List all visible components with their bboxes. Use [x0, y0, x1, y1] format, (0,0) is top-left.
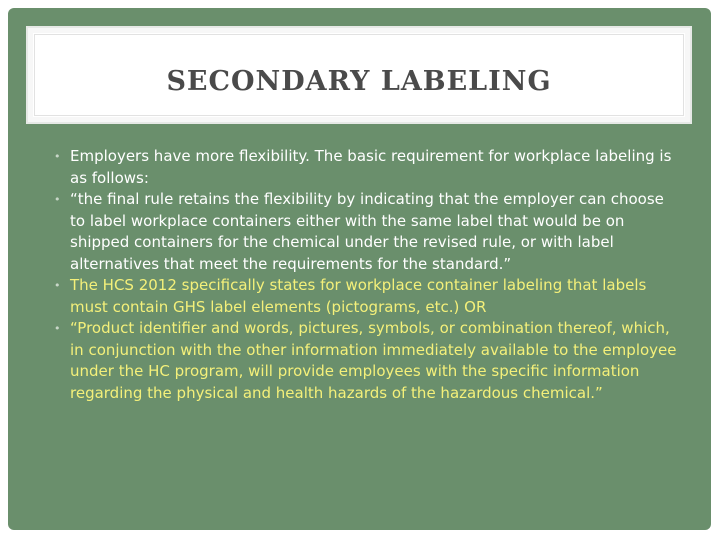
bullet-item [54, 189, 682, 275]
bullet-item [54, 146, 682, 189]
bullet-item [54, 318, 682, 404]
slide-title: SECONDARY LABELING [166, 66, 552, 97]
title-box [26, 26, 692, 124]
bullet-dot-icon: • [54, 322, 61, 335]
bullet-text: “Product identifier and words, pictures, symbols, or combination thereof, which, in conjunction with the other information immediately available to the employee under the HC program, will provide employees with the specific information regarding the physical and health hazards of the hazardous chemical.” [70, 319, 677, 402]
bullet-dot-icon: • [54, 279, 61, 292]
bullet-text: “the final rule retains the flexibility by indicating that the employer can choose to label workplace containers either with the same label that would be on shipped containers for the chemical under the revised rule, or with label alternatives that meet the requirements for the standard.” [70, 190, 664, 273]
bullet-text: The HCS 2012 specifically states for workplace container labeling that labels must contain GHS label elements (pictograms, etc.) OR [70, 276, 647, 316]
bullet-item [54, 275, 682, 318]
bullet-dot-icon: • [54, 150, 61, 163]
bullet-text: Employers have more flexibility. The basic requirement for workplace labeling is as follows: [70, 147, 672, 187]
slide-frame [8, 8, 711, 530]
bullet-dot-icon: • [54, 193, 61, 206]
bullet-list [54, 146, 682, 404]
